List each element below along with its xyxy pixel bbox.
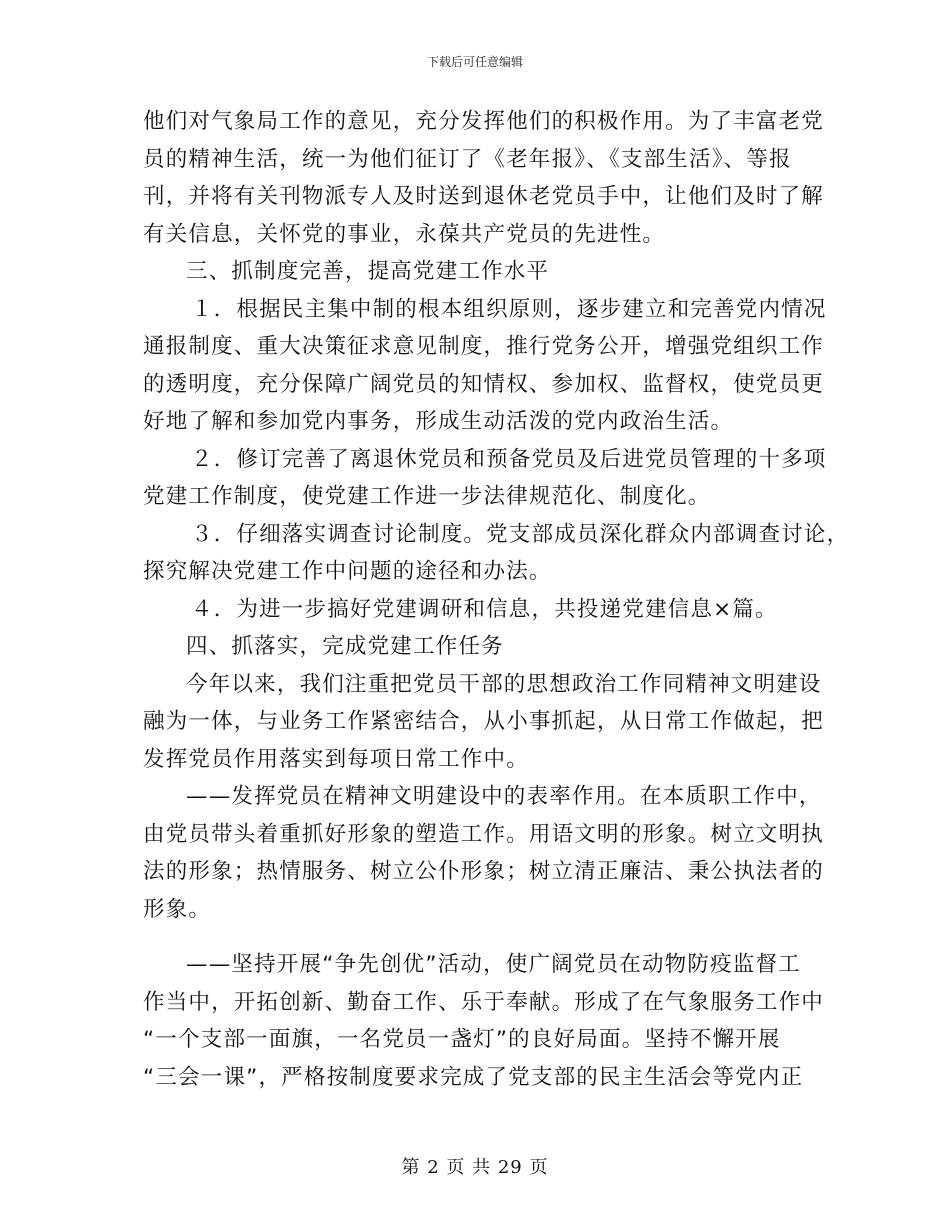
body-line: 他们对气象局工作的意见，充分发挥他们的积极作用。为了丰富老党: [143, 109, 825, 134]
body-line: 好地了解和参加党内事务，形成生动活泼的党内政治生活。: [143, 409, 734, 434]
body-line: 由党员带头着重抓好形象的塑造工作。用语文明的形象。树立文明执: [143, 821, 825, 847]
body-line: 法的形象；热情服务、树立公仆形象；树立清正廉洁、秉公执法者的: [143, 859, 825, 884]
body-line: 刊，并将有关刊物派专人及时送到退休老党员手中，让他们及时了解: [143, 184, 825, 209]
body-line: ４．为进一步搞好党建调研和信息，共投递党建信息×篇。: [191, 596, 778, 622]
body-line: 形象。: [143, 896, 212, 922]
body-line: １．根据民主集中制的根本组织原则，逐步建立和完善党内情况: [191, 296, 827, 322]
body-line: ——发挥党员在精神文明建设中的表率作用。在本质职工作中，: [186, 784, 822, 809]
body-line: 今年以来，我们注重把党员干部的思想政治工作同精神文明建设: [186, 671, 822, 697]
body-line: 发挥党员作用落实到每项日常工作中。: [143, 746, 529, 772]
page-footer: 第 2 页 共 29 页: [401, 1157, 549, 1178]
body-line: “三会一课”，严格按制度要求完成了党支部的民主生活会等党内正: [143, 1064, 804, 1090]
section-heading: 四、抓落实，完成党建工作任务: [186, 634, 504, 659]
document-body: [143, 103, 850, 1096]
body-line: ——坚持开展“争先创优”活动，使广阔党员在动物防疫监督工: [186, 952, 801, 977]
section-heading: 三、抓制度完善，提高党建工作水平: [186, 259, 550, 284]
page-header: 下载后可任意编辑: [426, 55, 523, 69]
body-line: 融为一体，与业务工作紧密结合，从小事抓起，从日常工作做起，把: [143, 709, 825, 734]
body-line: ２．修订完善了离退休党员和预备党员及后进党员管理的十多项: [191, 446, 827, 472]
body-line: ３．仔细落实调查讨论制度。党支部成员深化群众内部调查讨论，: [191, 521, 850, 547]
body-line: “一个支部一面旗，一名党员一盏灯”的良好局面。坚持不懈开展: [143, 1027, 781, 1052]
body-line: 党建工作制度，使党建工作进一步法律规范化、制度化。: [143, 484, 711, 509]
body-line: 有关信息，关怀党的事业，永葆共产党员的先进性。: [143, 221, 666, 247]
body-line: 通报制度、重大决策征求意见制度，推行党务公开，增强党组织工作: [143, 334, 825, 359]
body-line: 员的精神生活，统一为他们征订了《老年报》、《支部生活》、等报: [143, 146, 792, 172]
body-line: 作当中，开拓创新、勤奋工作、乐于奉献。形成了在气象服务工作中: [143, 989, 825, 1015]
body-line: 的透明度，充分保障广阔党员的知情权、参加权、监督权，使党员更: [143, 371, 825, 397]
paragraph-spacer: [143, 928, 823, 946]
body-line: 探究解决党建工作中问题的途径和办法。: [143, 559, 552, 584]
